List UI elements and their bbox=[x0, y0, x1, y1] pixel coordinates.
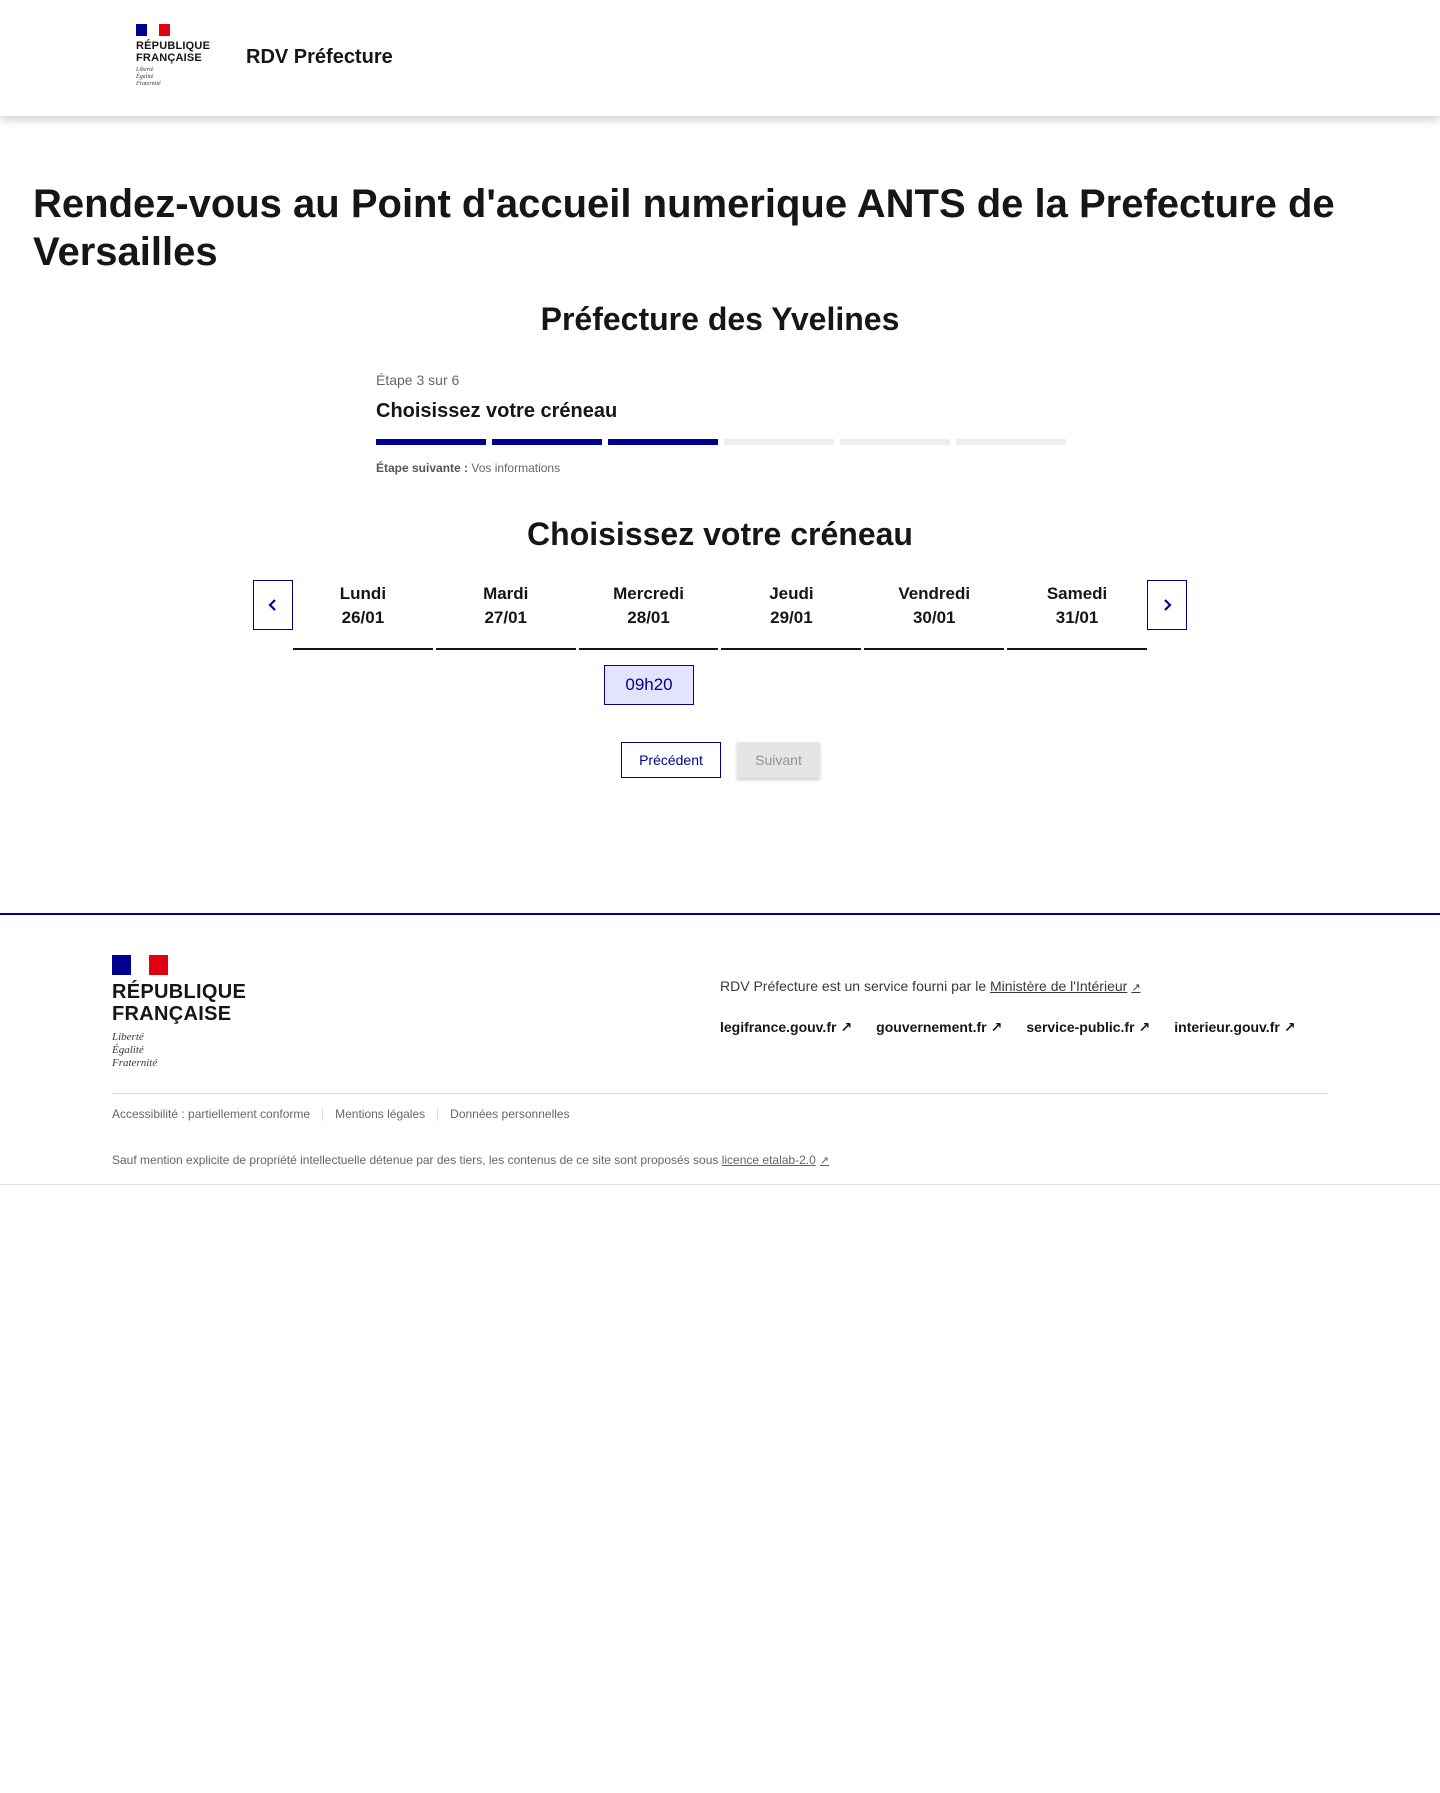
stepper-next-value: Vos informations bbox=[471, 461, 561, 475]
footer-link-legifrance[interactable] bbox=[720, 1019, 852, 1036]
day-column bbox=[293, 580, 433, 650]
footer-description-text: RDV Préfecture est un service fourni par le bbox=[720, 978, 987, 994]
step-bar bbox=[724, 439, 834, 445]
step-bar bbox=[840, 439, 950, 445]
previous-button[interactable]: Précédent bbox=[621, 742, 721, 778]
step-bar bbox=[376, 439, 486, 445]
marianne-flag-icon bbox=[136, 24, 170, 36]
marianne-flag-icon bbox=[112, 955, 168, 975]
day-date: 30/01 bbox=[912, 608, 956, 627]
footer-link-gouvernement[interactable] bbox=[876, 1019, 1002, 1036]
page-title: Rendez-vous au Point d'accueil numerique ANTS de la Prefecture de Versailles bbox=[33, 182, 1335, 274]
footer-link-service-public[interactable] bbox=[1026, 1019, 1150, 1036]
ministere-link[interactable] bbox=[990, 978, 1141, 994]
external-link-icon: ↗ bbox=[1283, 1019, 1296, 1035]
external-link-icon: ↗ bbox=[1131, 982, 1141, 994]
footer-description bbox=[720, 978, 1141, 994]
logo-text-line1: RÉPUBLIQUE bbox=[136, 40, 211, 52]
stepper-state: Étape 3 sur 6 bbox=[376, 372, 460, 388]
next-days-button[interactable] bbox=[1147, 580, 1187, 630]
legal-mentions-link[interactable]: Mentions légales bbox=[322, 1107, 437, 1121]
day-name: Samedi bbox=[1046, 584, 1108, 603]
ministere-link-label: Ministère de l'Intérieur bbox=[990, 978, 1128, 994]
motto-liberte: Liberté bbox=[112, 1031, 144, 1043]
footer-logo-motto bbox=[112, 1031, 272, 1070]
stepper-title: Choisissez votre créneau bbox=[376, 400, 618, 422]
time-slot-button[interactable]: 09h20 bbox=[604, 665, 694, 705]
footer-link-label: legifrance.gouv.fr bbox=[720, 1019, 837, 1035]
day-name: Vendredi bbox=[898, 584, 971, 603]
stepper bbox=[376, 372, 1066, 475]
footer-bottom-links bbox=[112, 1107, 582, 1121]
logo-motto bbox=[136, 67, 216, 88]
external-link-icon: ↗ bbox=[819, 1155, 829, 1167]
site-footer bbox=[0, 913, 1440, 1185]
motto-fraternite: Fraternité bbox=[136, 81, 161, 87]
external-link-icon: ↗ bbox=[1138, 1019, 1151, 1035]
footer-republique-francaise-logo[interactable] bbox=[112, 955, 272, 1070]
license-link[interactable] bbox=[722, 1153, 829, 1167]
accessibility-link[interactable]: Accessibilité : partiellement conforme bbox=[112, 1107, 311, 1121]
stepper-next-step bbox=[376, 461, 1066, 475]
day-name: Mardi bbox=[483, 584, 529, 603]
prefecture-subtitle: Préfecture des Yvelines bbox=[540, 301, 900, 337]
site-header bbox=[0, 0, 1440, 116]
footer-link-label: service-public.fr bbox=[1026, 1019, 1135, 1035]
footer-logo-text-line1: RÉPUBLIQUE bbox=[112, 981, 247, 1003]
day-date: 28/01 bbox=[627, 608, 670, 627]
day-date: 29/01 bbox=[770, 608, 813, 627]
logo-text-line2: FRANÇAISE bbox=[136, 52, 202, 64]
service-title[interactable]: RDV Préfecture bbox=[246, 46, 393, 68]
external-link-icon: ↗ bbox=[840, 1019, 853, 1035]
day-date: 27/01 bbox=[484, 608, 528, 627]
footer-logo-text-line2: FRANÇAISE bbox=[112, 1003, 232, 1025]
footer-links bbox=[720, 1019, 1296, 1036]
days-header bbox=[293, 580, 1147, 650]
motto-egalite: Égalité bbox=[112, 1044, 144, 1056]
day-column bbox=[1007, 580, 1147, 650]
day-column bbox=[721, 580, 861, 650]
chevron-left-icon bbox=[267, 598, 279, 612]
day-name: Jeudi bbox=[769, 584, 814, 603]
footer-link-interieur[interactable] bbox=[1174, 1019, 1295, 1036]
motto-fraternite: Fraternité bbox=[112, 1057, 158, 1069]
day-column bbox=[579, 580, 719, 650]
external-link-icon: ↗ bbox=[990, 1019, 1003, 1035]
day-name: Lundi bbox=[339, 584, 387, 603]
republique-francaise-logo[interactable] bbox=[136, 24, 216, 88]
step-bar bbox=[608, 439, 718, 445]
chevron-right-icon bbox=[1161, 598, 1173, 612]
footer-link-label: gouvernement.fr bbox=[876, 1019, 987, 1035]
footer-link-label: interieur.gouv.fr bbox=[1174, 1019, 1280, 1035]
step-bar bbox=[492, 439, 602, 445]
next-button-disabled[interactable]: Suivant bbox=[737, 742, 820, 778]
motto-egalite: Égalité bbox=[136, 74, 154, 80]
license-link-label: licence etalab-2.0 bbox=[721, 1153, 816, 1167]
previous-days-button[interactable] bbox=[253, 580, 293, 630]
day-date: 31/01 bbox=[1055, 608, 1099, 627]
day-column bbox=[864, 580, 1004, 650]
stepper-progress bbox=[376, 439, 1066, 445]
personal-data-link[interactable]: Données personnelles bbox=[437, 1107, 581, 1121]
day-name: Mercredi bbox=[613, 584, 684, 603]
license-text: Sauf mention explicite de propriété intellectuelle détenue par des tiers, les contenus de ce site sont proposés sous bbox=[112, 1153, 719, 1167]
footer-license bbox=[112, 1153, 829, 1167]
day-column bbox=[436, 580, 576, 650]
motto-liberte: Liberté bbox=[136, 67, 154, 73]
slot-calendar bbox=[253, 580, 1187, 650]
section-title: Choisissez votre créneau bbox=[527, 516, 913, 552]
footer-divider bbox=[112, 1093, 1328, 1094]
step-bar bbox=[956, 439, 1066, 445]
stepper-next-label: Étape suivante : bbox=[376, 461, 469, 475]
day-date: 26/01 bbox=[341, 608, 385, 627]
